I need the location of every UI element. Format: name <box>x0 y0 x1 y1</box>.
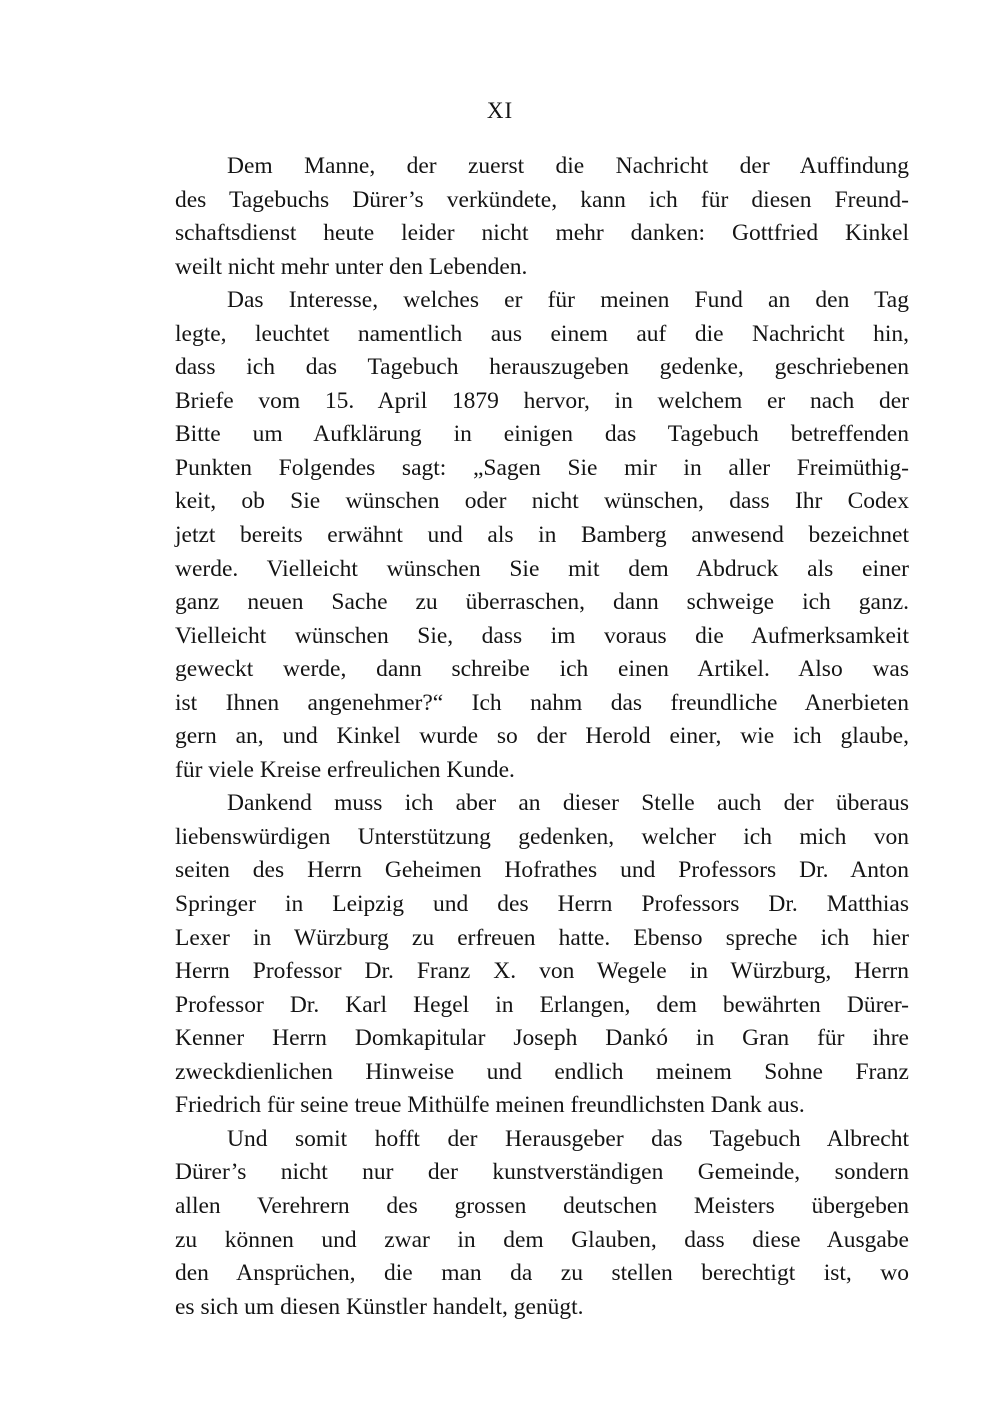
text-line: dass ich das Tagebuch herauszugeben gedenke, geschriebenen <box>175 354 909 381</box>
text-line: Und somit hofft der Herausgeber das Tagebuch Albrecht <box>227 1125 909 1152</box>
text-line: den Ansprüchen, die man da zu stellen berechtigt ist, wo <box>175 1260 909 1287</box>
text-line: Das Interesse, welches er für meinen Fund an den Tag <box>227 287 909 314</box>
text-line: für viele Kreise erfreulichen Kunde. <box>175 756 515 783</box>
text-line: ist Ihnen angenehmer?“ Ich nahm das freundliche Anerbieten <box>175 689 909 716</box>
text-line: Vielleicht wünschen Sie, dass im voraus die Aufmerksamkeit <box>175 622 909 649</box>
text-line: Kenner Herrn Domkapitular Joseph Dankó in Gran für ihre <box>175 1025 909 1052</box>
text-line: ganz neuen Sache zu überraschen, dann schweige ich ganz. <box>175 589 909 616</box>
text-line: allen Verehrern des grossen deutschen Meisters übergeben <box>175 1192 909 1219</box>
text-line: Lexer in Würzburg zu erfreuen hatte. Ebenso spreche ich hier <box>175 924 909 951</box>
text-line: Dürer’s nicht nur der kunstverständigen Gemeinde, sondern <box>175 1159 909 1186</box>
paragraph <box>175 787 909 1122</box>
text-line: jetzt bereits erwähnt und als in Bamberg anwesend bezeichnet <box>175 522 909 549</box>
text-line: Briefe vom 15. April 1879 hervor, in welchem er nach der <box>175 387 909 414</box>
text-line: es sich um diesen Künstler handelt, genügt. <box>175 1293 584 1320</box>
text-line: schaftsdienst heute leider nicht mehr danken: Gottfried Kinkel <box>175 220 909 247</box>
text-line: werde. Vielleicht wünschen Sie mit dem Abdruck als einer <box>175 555 909 582</box>
paragraph <box>175 150 909 284</box>
text-line: Bitte um Aufklärung in einigen das Tagebuch betreffenden <box>175 421 909 448</box>
text-line: Dankend muss ich aber an dieser Stelle auch der überaus <box>227 790 909 817</box>
text-line: zweckdienlichen Hinweise und endlich meinem Sohne Franz <box>175 1058 909 1085</box>
text-line: Springer in Leipzig und des Herrn Professors Dr. Matthias <box>175 891 909 918</box>
text-line: Professor Dr. Karl Hegel in Erlangen, dem bewährten Dürer- <box>175 991 909 1018</box>
paragraph <box>175 1123 909 1324</box>
page-number: XI <box>486 98 514 123</box>
text-line: liebenswürdigen Unterstützung gedenken, welcher ich mich von <box>175 823 909 850</box>
text-line: keit, ob Sie wünschen oder nicht wünschen, dass Ihr Codex <box>175 488 909 515</box>
text-line: gern an, und Kinkel wurde so der Herold einer, wie ich glaube, <box>175 723 909 750</box>
text-line: Dem Manne, der zuerst die Nachricht der Auffindung <box>227 153 909 179</box>
text-line: zu können und zwar in dem Glauben, dass diese Ausgabe <box>175 1226 909 1253</box>
body-text <box>175 150 909 1324</box>
text-line: Friedrich für seine treue Mithülfe meinen freundlichsten Dank aus. <box>175 1092 805 1119</box>
text-line: seiten des Herrn Geheimen Hofrathes und Professors Dr. Anton <box>175 857 909 884</box>
text-line: Punkten Folgendes sagt: „Sagen Sie mir in aller Freimüthig- <box>175 454 909 481</box>
text-line: legte, leuchtet namentlich aus einem auf die Nachricht hin, <box>175 320 909 347</box>
paragraph <box>175 284 909 787</box>
text-line: weilt nicht mehr unter den Lebenden. <box>175 253 528 280</box>
text-line: geweckt werde, dann schreibe ich einen Artikel. Also was <box>175 656 909 683</box>
text-line: des Tagebuchs Dürer’s verkündete, kann ich für diesen Freund- <box>175 186 909 213</box>
text-line: Herrn Professor Dr. Franz X. von Wegele in Würzburg, Herrn <box>175 958 909 985</box>
